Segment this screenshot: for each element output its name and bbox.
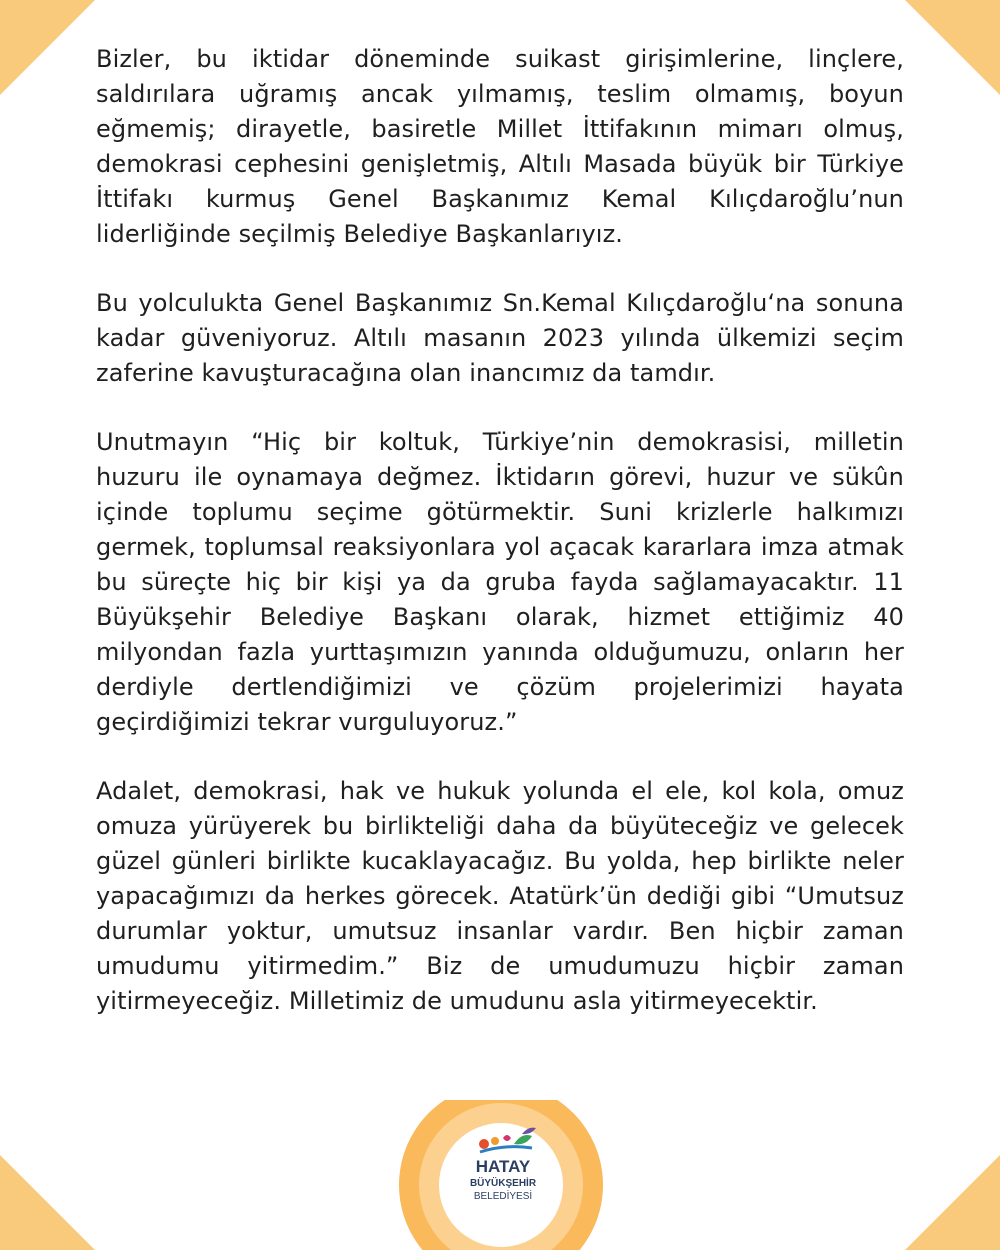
paragraph-2: Bu yolculukta Genel Başkanımız Sn.Kemal Kılıçdaroğlu‘na sonuna kadar güveniyoruz. Altılı masanın 2023 yılında ülkemizi seçim zaferine kavuşturacağına olan inancımız da tamdır. bbox=[96, 289, 904, 387]
corner-decoration-top-left bbox=[0, 0, 95, 95]
statement-text bbox=[96, 42, 904, 1053]
paragraph-3: Unutmayın “Hiç bir koltuk, Türkiye’nin demokrasisi, milletin huzuru ile oynamaya değmez. İktidarın görevi, huzur ve sükûn içinde toplumu seçime götürmektir. Suni krizlerle halkımızı germek, toplumsal reaksiyonlara yol açacak kararlara imza atmak bu süreçte hiç bir kişi ya da gruba fayda sağlamayacaktır. 11 Büyükşehir Belediye Başkanı olarak, hizmet ettiğimiz 40 milyondan fazla yurttaşımızın yanında olduğumuzu, onların her derdiyle dertlendiğimizi ve çözüm projelerimizi hayata geçirdiğimizi tekrar vurguluyoruz.” bbox=[96, 428, 904, 736]
logo-emblem bbox=[396, 1100, 606, 1250]
logo-dot-red-icon bbox=[479, 1139, 489, 1149]
logo-dot-orange-icon bbox=[491, 1137, 499, 1145]
municipality-logo bbox=[0, 1100, 1000, 1250]
logo-line-2: BÜYÜKŞEHİR bbox=[469, 1178, 537, 1189]
logo-line-3: BELEDİYESİ bbox=[473, 1191, 533, 1202]
logo-line-1: HATAY bbox=[475, 1157, 531, 1176]
paragraph-4: Adalet, demokrasi, hak ve hukuk yolunda el ele, kol kola, omuz omuza yürüyerek bu birlikteliği daha da büyüteceğiz ve gelecek güzel günleri birlikte kucaklayacağız. Bu yolda, hep birlikte neler yapacağımızı da herkes görecek. Atatürk’ün dediği gibi “Umutsuz durumlar yoktur, umutsuz insanlar vardır. Ben hiçbir zaman umudumu yitirmedim.” Biz de umudumuzu hiçbir zaman yitirmeyeceğiz. Milletimiz de umudunu asla yitirmeyecektir. bbox=[96, 777, 904, 1015]
corner-decoration-top-right bbox=[905, 0, 1000, 95]
paragraph-1: Bizler, bu iktidar döneminde suikast girişimlerine, linçlere, saldırılara uğramış ancak yılmamış, teslim olmamış, boyun eğmemiş; dirayetle, basiretle Millet İttifakının mimarı olmuş, demokrasi cephesini genişletmiş, Altılı Masada büyük bir Türkiye İttifakı kurmuş Genel Başkanımız Kemal Kılıçdaroğlu’nun liderliğinde seçilmiş Belediye Başkanlarıyız. bbox=[96, 45, 904, 248]
